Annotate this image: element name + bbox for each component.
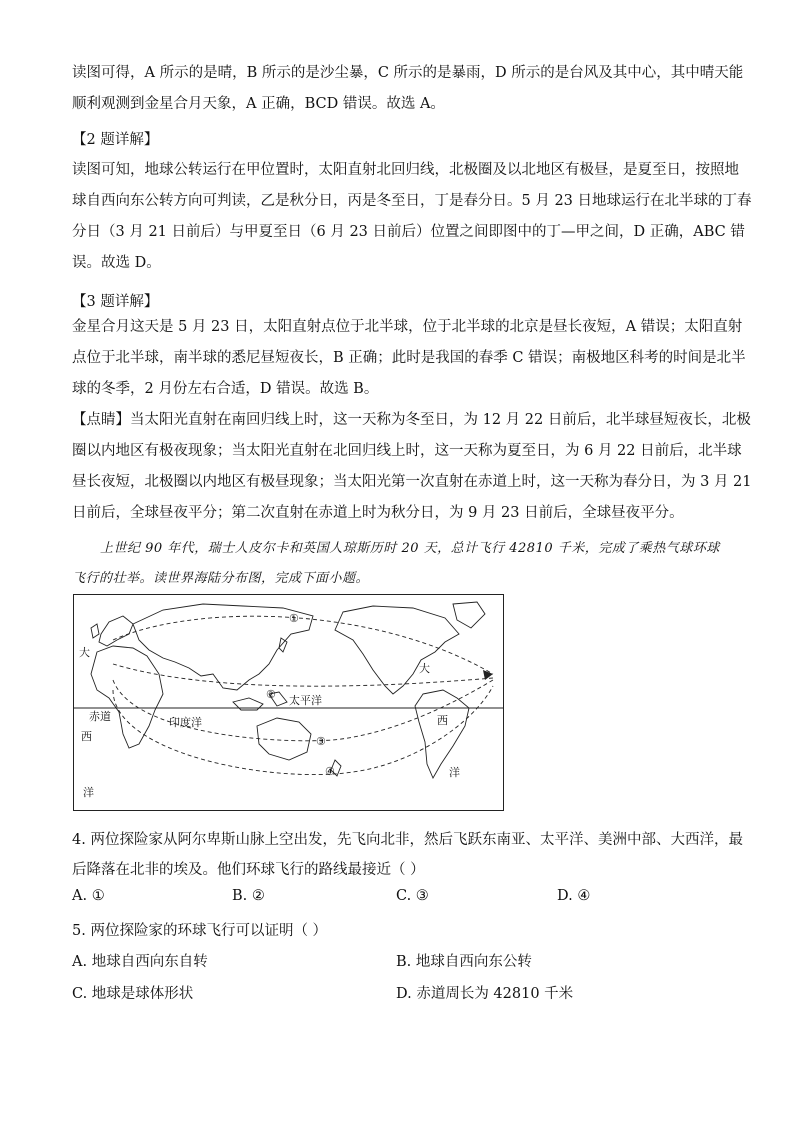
text-line: 误。故选 D。 xyxy=(72,255,161,271)
label-xi-right: 西 xyxy=(437,714,448,727)
answer-paragraph-1 xyxy=(72,58,744,120)
q5-option-d[interactable]: D. 赤道周长为 42810 千米 xyxy=(396,986,574,1002)
text-line: 顺利观测到金星合月天象，A 正确，BCD 错误。故选 A。 xyxy=(72,96,445,112)
route-2-marker: ② xyxy=(266,688,276,701)
q2-heading: 【2 题详解】 xyxy=(72,132,159,148)
question-intro-line-2: 飞行的壮举。读世界海陆分布图，完成下面小题。 xyxy=(72,571,370,586)
question-intro-line-1: 上世纪 90 年代，瑞士人皮尔卡和英国人琼斯历时 20 天，总计飞行 42810 千米，完成了乘热气球环球 xyxy=(100,541,720,556)
q4-option-c[interactable]: C. ③ xyxy=(396,888,429,904)
label-yang-left: 洋 xyxy=(83,786,94,799)
q4-option-d[interactable]: D. ④ xyxy=(557,888,591,904)
q5-option-c[interactable]: C. 地球是球体形状 xyxy=(72,986,194,1002)
label-yang-right: 洋 xyxy=(449,766,460,779)
label-da-right: 大 xyxy=(419,662,430,675)
q4-option-a[interactable]: A. ① xyxy=(72,888,105,904)
text-line: 分日（3 月 21 日前后）与甲夏至日（6 月 23 日前后）位置之间即图中的丁—甲之间，D 正确，ABC 错 xyxy=(72,224,745,240)
route-4-marker: ④ xyxy=(325,765,335,778)
question-5-stem: 5. 两位探险家的环球飞行可以证明（ ） xyxy=(72,923,328,939)
text-line: 读图可得，A 所示的是晴，B 所示的是沙尘暴，C 所示的是暴雨，D 所示的是台风及其中心，其中晴天能 xyxy=(72,65,744,81)
route-3-marker: ③ xyxy=(316,735,326,748)
text-line: 球自西向东公转方向可判读，乙是秋分日，丙是冬至日，丁是春分日。5 月 23 日地球运行在北半球的丁春 xyxy=(72,193,752,209)
text-line: 日前后，全球昼夜平分；第二次直射在赤道上时为秋分日，为 9 月 23 日前后，全球昼夜平分。 xyxy=(72,505,684,521)
q5-option-a[interactable]: A. 地球自西向东自转 xyxy=(72,954,208,970)
label-xi-left: 西 xyxy=(81,730,92,743)
route-1-marker: ① xyxy=(289,612,299,625)
question-4-line-2: 后降落在北非的埃及。他们环球飞行的路线最接近（ ） xyxy=(72,862,425,878)
text-line: 读图可知，地球公转运行在甲位置时，太阳直射北回归线，北极圈及以北地区有极昼，是夏至日，按照地 xyxy=(72,162,739,178)
answer-paragraph-3 xyxy=(72,312,746,405)
answer-paragraph-2 xyxy=(72,155,752,279)
text-line: 【点睛】当太阳光直射在南回归线上时，这一天称为冬至日，为 12 月 22 日前后，北半球昼短夜长，北极 xyxy=(72,412,751,428)
label-yinduyang: 印度洋 xyxy=(169,716,202,729)
label-chidao: 赤道 xyxy=(89,710,111,723)
world-map-figure xyxy=(73,594,504,811)
q5-option-b[interactable]: B. 地球自西向东公转 xyxy=(396,954,532,970)
text-line: 昼长夜短，北极圈以内地区有极昼现象；当太阳光第一次直射在赤道上时，这一天称为春分日，为 3 月 21 xyxy=(72,474,752,490)
q3-heading: 【3 题详解】 xyxy=(72,294,159,310)
question-4-line-1: 4. 两位探险家从阿尔卑斯山脉上空出发，先飞向北非，然后飞跃东南亚、太平洋、美洲中部、大西洋，最 xyxy=(72,832,743,848)
tip-paragraph xyxy=(72,405,752,529)
text-line: 圈以内地区有极夜现象；当太阳光直射在北回归线上时，这一天称为夏至日，为 6 月 22 日前后，北半球 xyxy=(72,443,742,459)
label-da-left: 大 xyxy=(79,646,90,659)
text-line: 球的冬季，2 月份左右合适，D 错误。故选 B。 xyxy=(72,381,379,397)
label-taipingyang: 太平洋 xyxy=(289,694,322,707)
q4-option-b[interactable]: B. ② xyxy=(232,888,265,904)
text-line: 金星合月这天是 5 月 23 日，太阳直射点位于北半球，位于北半球的北京是昼长夜短，A 错误；太阳直射 xyxy=(72,319,743,335)
text-line: 点位于北半球，南半球的悉尼昼短夜长，B 正确；此时是我国的春季 C 错误；南极地区科考的时间是北半 xyxy=(72,350,746,366)
